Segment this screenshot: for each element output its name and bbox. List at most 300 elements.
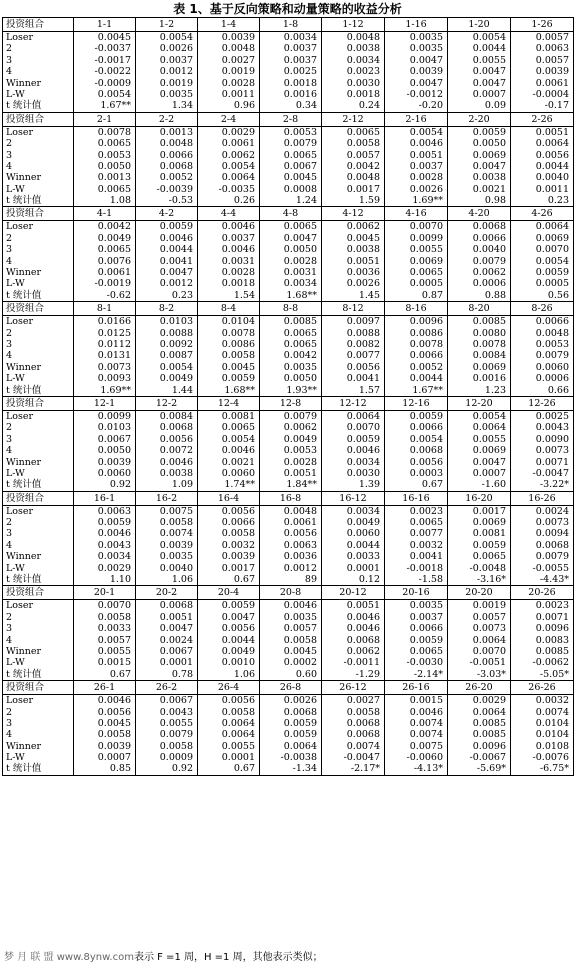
value: 0.0075 (159, 505, 193, 517)
value: 0.0065 (97, 138, 131, 150)
value: 1.24 (295, 195, 317, 207)
row-label: L-W (6, 88, 25, 100)
value: 0.0068 (346, 634, 380, 646)
value: 0.0002 (283, 657, 317, 669)
value: 0.0056 (535, 149, 569, 161)
row-label: 4 (6, 66, 13, 78)
value: -0.0037 (94, 43, 131, 55)
row-label: Loser (6, 126, 34, 138)
value: -0.0047 (343, 752, 380, 764)
value: 0.0037 (221, 232, 255, 244)
value: 0.0062 (346, 645, 380, 657)
group-header-label: 投资组合 (3, 112, 74, 126)
value: 0.0085 (535, 645, 569, 657)
value: 0.0035 (409, 600, 443, 612)
value: 0.0060 (346, 528, 380, 540)
value: 0.0037 (159, 54, 193, 66)
value: 0.0051 (159, 611, 193, 623)
block-data-row (3, 32, 574, 113)
value-cell (136, 600, 198, 681)
value: 0.0065 (409, 645, 443, 657)
value: 0.0112 (97, 338, 131, 350)
value: -0.20 (418, 100, 443, 112)
value: 0.0065 (283, 221, 317, 233)
strategy-header-cell: 8-16 (385, 302, 448, 316)
value: 0.0058 (221, 706, 255, 718)
value: 0.0067 (159, 645, 193, 657)
value: 0.0037 (409, 160, 443, 172)
value: 0.0040 (535, 172, 569, 184)
value: 0.60 (295, 668, 317, 680)
value: 0.0045 (97, 717, 131, 729)
value: 0.0067 (97, 433, 131, 445)
strategy-header-cell: 12-2 (136, 396, 198, 410)
strategy-header-cell: 8-8 (260, 302, 322, 316)
value: 0.0074 (409, 717, 443, 729)
value: 0.0065 (283, 327, 317, 339)
value: 0.0045 (283, 172, 317, 184)
value: 0.0093 (97, 373, 131, 385)
row-label: Loser (6, 600, 34, 612)
value: 0.0062 (472, 267, 506, 279)
block-data-row (3, 695, 574, 776)
row-label: t 统计值 (6, 763, 42, 775)
value: -0.0017 (94, 54, 131, 66)
value: 0.0025 (283, 66, 317, 78)
block-data-row (3, 221, 574, 302)
value: -0.0048 (469, 562, 506, 574)
value-cell (385, 695, 448, 776)
value: 0.0046 (221, 244, 255, 256)
value: 0.0029 (221, 126, 255, 138)
group-header-label: 投资组合 (3, 491, 74, 505)
value: 0.0050 (97, 445, 131, 457)
value: 1.68** (224, 384, 255, 396)
value-cell (136, 505, 198, 586)
value: 0.0062 (221, 149, 255, 161)
value: 1.34 (171, 100, 193, 112)
row-label: Winner (6, 361, 42, 373)
value-cell (511, 600, 574, 681)
value: 0.0028 (283, 456, 317, 468)
value: 0.0068 (159, 600, 193, 612)
row-label: t 统计值 (6, 479, 42, 491)
value: 0.09 (484, 100, 506, 112)
value: 1.44 (171, 384, 193, 396)
value: 0.96 (233, 100, 255, 112)
row-label: Winner (6, 551, 42, 563)
value: 0.0044 (472, 43, 506, 55)
value-cell (74, 32, 136, 113)
value: 1.06 (233, 668, 255, 680)
value: 0.0070 (535, 244, 569, 256)
value: -6.75* (539, 763, 569, 775)
value-cell (136, 126, 198, 207)
value-cell (74, 221, 136, 302)
block-header-row (3, 207, 574, 221)
value: -0.0035 (218, 183, 255, 195)
value: 1.74** (224, 479, 255, 491)
value: 0.0015 (409, 695, 443, 707)
value: 0.0051 (409, 149, 443, 161)
value: 0.24 (358, 100, 380, 112)
value: 0.0035 (409, 43, 443, 55)
value: 0.0059 (472, 539, 506, 551)
value: 0.0046 (221, 445, 255, 457)
value: 0.0043 (535, 422, 569, 434)
value: -0.0009 (94, 77, 131, 89)
value: 0.0051 (346, 255, 380, 267)
value-cell (385, 126, 448, 207)
row-label: 2 (6, 138, 13, 150)
value: 0.0039 (221, 551, 255, 563)
value: 0.0084 (472, 350, 506, 362)
value: 0.0104 (221, 316, 255, 328)
value: 0.0047 (472, 66, 506, 78)
value: 0.0057 (283, 623, 317, 635)
row-label: L-W (6, 373, 25, 385)
value: 0.0026 (409, 183, 443, 195)
value: 0.0049 (283, 433, 317, 445)
value: 0.0085 (472, 729, 506, 741)
value: 0.0058 (221, 528, 255, 540)
value: 0.0048 (221, 43, 255, 55)
row-label: 2 (6, 611, 13, 623)
value-cell (385, 221, 448, 302)
strategy-header-cell: 20-1 (74, 586, 136, 600)
strategy-header-cell: 2-4 (198, 112, 260, 126)
value-cell (385, 316, 448, 397)
value-cell (322, 695, 385, 776)
value: 0.0031 (283, 267, 317, 279)
value-cell (74, 316, 136, 397)
value: 0.0104 (535, 729, 569, 741)
value-cell (448, 32, 511, 113)
value: -2.17* (350, 763, 380, 775)
value: 0.0043 (97, 539, 131, 551)
value: -0.62 (106, 289, 131, 301)
value-cell (511, 316, 574, 397)
value: 0.0062 (346, 221, 380, 233)
value: 0.0059 (535, 267, 569, 279)
value: 0.0072 (159, 445, 193, 457)
value: 0.0051 (283, 467, 317, 479)
value: 0.56 (547, 289, 569, 301)
value: 0.0053 (97, 149, 131, 161)
value: 0.0038 (346, 43, 380, 55)
value: 1.45 (358, 289, 380, 301)
value: 0.0046 (346, 623, 380, 635)
value: 0.0066 (409, 422, 443, 434)
value: 0.0030 (346, 467, 380, 479)
value: 0.0010 (221, 657, 255, 669)
value: 0.0064 (221, 172, 255, 184)
row-labels-cell (3, 600, 74, 681)
value-cell (385, 32, 448, 113)
value: 0.12 (358, 574, 380, 586)
value: 0.0019 (159, 77, 193, 89)
footnote-text: 表示 F =1 周，H =1 周，其他表示类似； (133, 952, 323, 963)
value: -0.53 (168, 195, 193, 207)
value-cell (198, 505, 260, 586)
row-label: Winner (6, 740, 42, 752)
value: 0.0081 (221, 410, 255, 422)
value: 0.0048 (346, 32, 380, 43)
value: 0.0018 (221, 278, 255, 290)
value-cell (198, 410, 260, 491)
value: 0.0046 (283, 600, 317, 612)
block-header-row (3, 491, 574, 505)
value-cell (322, 410, 385, 491)
value: 1.06 (171, 574, 193, 586)
value: 0.0059 (221, 373, 255, 385)
row-labels-cell (3, 221, 74, 302)
value: 0.0079 (159, 729, 193, 741)
value: 0.0056 (221, 623, 255, 635)
value: 0.0070 (97, 600, 131, 612)
block-data-row (3, 410, 574, 491)
value: 0.0028 (283, 255, 317, 267)
strategy-header-cell: 4-26 (511, 207, 574, 221)
value: 0.0039 (97, 456, 131, 468)
value-cell (136, 316, 198, 397)
value-cell (322, 600, 385, 681)
value: 0.0017 (221, 562, 255, 574)
value: 0.0044 (409, 373, 443, 385)
value: 0.0064 (535, 138, 569, 150)
value: -0.0022 (94, 66, 131, 78)
value: 0.0037 (283, 54, 317, 66)
value: 1.69** (412, 195, 443, 207)
value: -1.34 (292, 763, 317, 775)
value: 0.0054 (97, 88, 131, 100)
row-label: Loser (6, 32, 34, 43)
value: 0.92 (109, 479, 131, 491)
strategy-header-cell: 20-16 (385, 586, 448, 600)
row-label: t 统计值 (6, 574, 42, 586)
value: 0.0064 (535, 221, 569, 233)
block-header-row (3, 681, 574, 695)
strategy-header-cell: 20-26 (511, 586, 574, 600)
value: 0.0066 (409, 350, 443, 362)
value: 0.0074 (409, 729, 443, 741)
value: 0.0073 (535, 517, 569, 529)
value: 0.0108 (535, 740, 569, 752)
row-label: 4 (6, 445, 13, 457)
row-label: Loser (6, 695, 34, 707)
value: 0.0057 (97, 634, 131, 646)
strategy-header-cell: 20-12 (322, 586, 385, 600)
value: 0.0056 (221, 695, 255, 707)
value: 0.0027 (346, 695, 380, 707)
row-label: L-W (6, 562, 25, 574)
value: 0.0069 (535, 232, 569, 244)
value: 0.0048 (283, 505, 317, 517)
value-cell (385, 600, 448, 681)
strategy-header-cell: 8-12 (322, 302, 385, 316)
value: 0.0054 (221, 433, 255, 445)
value: 0.0054 (159, 361, 193, 373)
strategy-header-cell: 20-20 (448, 586, 511, 600)
value: 0.0049 (97, 232, 131, 244)
group-header-label: 投资组合 (3, 396, 74, 410)
value: 0.0006 (472, 278, 506, 290)
value: 0.0044 (535, 160, 569, 172)
value: 0.0048 (159, 138, 193, 150)
value: 0.0054 (535, 255, 569, 267)
strategy-header-cell: 26-16 (385, 681, 448, 695)
value: 1.69** (100, 384, 131, 396)
strategy-header-cell: 26-4 (198, 681, 260, 695)
value: 0.0056 (283, 528, 317, 540)
value: 0.0099 (97, 410, 131, 422)
value-cell (385, 410, 448, 491)
value: 0.0040 (159, 562, 193, 574)
value: 0.0007 (472, 467, 506, 479)
value: 0.0077 (346, 350, 380, 362)
value: 0.0103 (159, 316, 193, 328)
value: 0.0032 (221, 539, 255, 551)
value: -0.17 (544, 100, 569, 112)
value: 0.0024 (159, 634, 193, 646)
value: 0.66 (547, 384, 569, 396)
value-cell (322, 126, 385, 207)
block-header-row (3, 112, 574, 126)
value-cell (260, 600, 322, 681)
value: 0.0003 (409, 467, 443, 479)
strategy-header-cell: 26-12 (322, 681, 385, 695)
value: 0.0065 (472, 551, 506, 563)
block-header-row (3, 586, 574, 600)
value: 0.0044 (159, 244, 193, 256)
value: 0.0069 (472, 517, 506, 529)
value-cell (448, 600, 511, 681)
row-label: Loser (6, 505, 34, 517)
value: -0.0076 (532, 752, 569, 764)
value: 0.0059 (97, 517, 131, 529)
value: 0.0055 (472, 54, 506, 66)
value: 0.0035 (283, 611, 317, 623)
row-label: 4 (6, 160, 13, 172)
value: 0.0054 (159, 32, 193, 43)
row-label: 4 (6, 350, 13, 362)
value: 0.0008 (283, 183, 317, 195)
value-cell (448, 126, 511, 207)
value: 0.0065 (409, 517, 443, 529)
value: 0.0019 (472, 600, 506, 612)
value: 0.0017 (472, 505, 506, 517)
value: 0.0047 (472, 77, 506, 89)
value-cell (322, 505, 385, 586)
value: 0.0046 (97, 528, 131, 540)
value: 0.0048 (346, 172, 380, 184)
value: 0.0064 (472, 634, 506, 646)
value: 0.0033 (97, 623, 131, 635)
strategy-header-cell: 26-1 (74, 681, 136, 695)
strategy-header-cell: 20-8 (260, 586, 322, 600)
value: 0.0034 (346, 505, 380, 517)
value-cell (198, 316, 260, 397)
value: 0.0068 (346, 729, 380, 741)
value: 0.0059 (283, 717, 317, 729)
value: 0.0046 (159, 456, 193, 468)
value: 0.0068 (159, 160, 193, 172)
strategy-header-cell: 12-12 (322, 396, 385, 410)
row-label: 3 (6, 244, 13, 256)
value: 0.0070 (472, 645, 506, 657)
value: 0.0065 (97, 244, 131, 256)
value: 0.0047 (472, 456, 506, 468)
value: 0.0044 (221, 634, 255, 646)
value-cell (511, 221, 574, 302)
row-labels-cell (3, 316, 74, 397)
value: 0.0068 (159, 422, 193, 434)
value: 0.0045 (221, 361, 255, 373)
value-cell (260, 32, 322, 113)
value: 0.0021 (221, 456, 255, 468)
strategy-header-cell: 2-16 (385, 112, 448, 126)
value: 0.0034 (283, 32, 317, 43)
row-labels-cell (3, 32, 74, 113)
value: 0.0066 (159, 149, 193, 161)
strategy-header-cell: 1-8 (260, 18, 322, 32)
value: 0.0061 (535, 77, 569, 89)
value: 0.0032 (535, 695, 569, 707)
strategy-header-cell: 16-1 (74, 491, 136, 505)
value: 1.09 (171, 479, 193, 491)
row-label: t 统计值 (6, 289, 42, 301)
value: 0.0047 (409, 77, 443, 89)
value: 0.0027 (221, 54, 255, 66)
value: 0.0009 (159, 752, 193, 764)
value-cell (511, 126, 574, 207)
value: 1.10 (109, 574, 131, 586)
strategy-header-cell: 4-16 (385, 207, 448, 221)
value: 0.0103 (97, 422, 131, 434)
value: 0.0050 (283, 244, 317, 256)
value: -0.0019 (94, 278, 131, 290)
value: 0.0069 (472, 149, 506, 161)
value: 0.88 (484, 289, 506, 301)
value: 0.0064 (221, 717, 255, 729)
value: 0.0073 (535, 445, 569, 457)
strategy-header-cell: 2-20 (448, 112, 511, 126)
value: 0.0045 (283, 645, 317, 657)
row-label: L-W (6, 752, 25, 764)
value: 0.0052 (159, 172, 193, 184)
value: 0.0025 (535, 410, 569, 422)
row-labels-cell (3, 695, 74, 776)
value: 0.0083 (535, 634, 569, 646)
value-cell (260, 316, 322, 397)
value: 0.0078 (221, 327, 255, 339)
value: 0.0017 (346, 183, 380, 195)
value: 1.23 (484, 384, 506, 396)
value: 0.0018 (346, 88, 380, 100)
value: 0.0078 (97, 126, 131, 138)
row-label: 2 (6, 327, 13, 339)
value-cell (511, 695, 574, 776)
row-label: Winner (6, 77, 42, 89)
value: 0.0039 (97, 740, 131, 752)
value: 0.0059 (409, 634, 443, 646)
value: 0.0079 (535, 551, 569, 563)
strategy-header-cell: 4-4 (198, 207, 260, 221)
value: 0.0006 (535, 373, 569, 385)
value-cell (448, 221, 511, 302)
value: 0.0057 (535, 54, 569, 66)
strategy-header-cell: 2-2 (136, 112, 198, 126)
